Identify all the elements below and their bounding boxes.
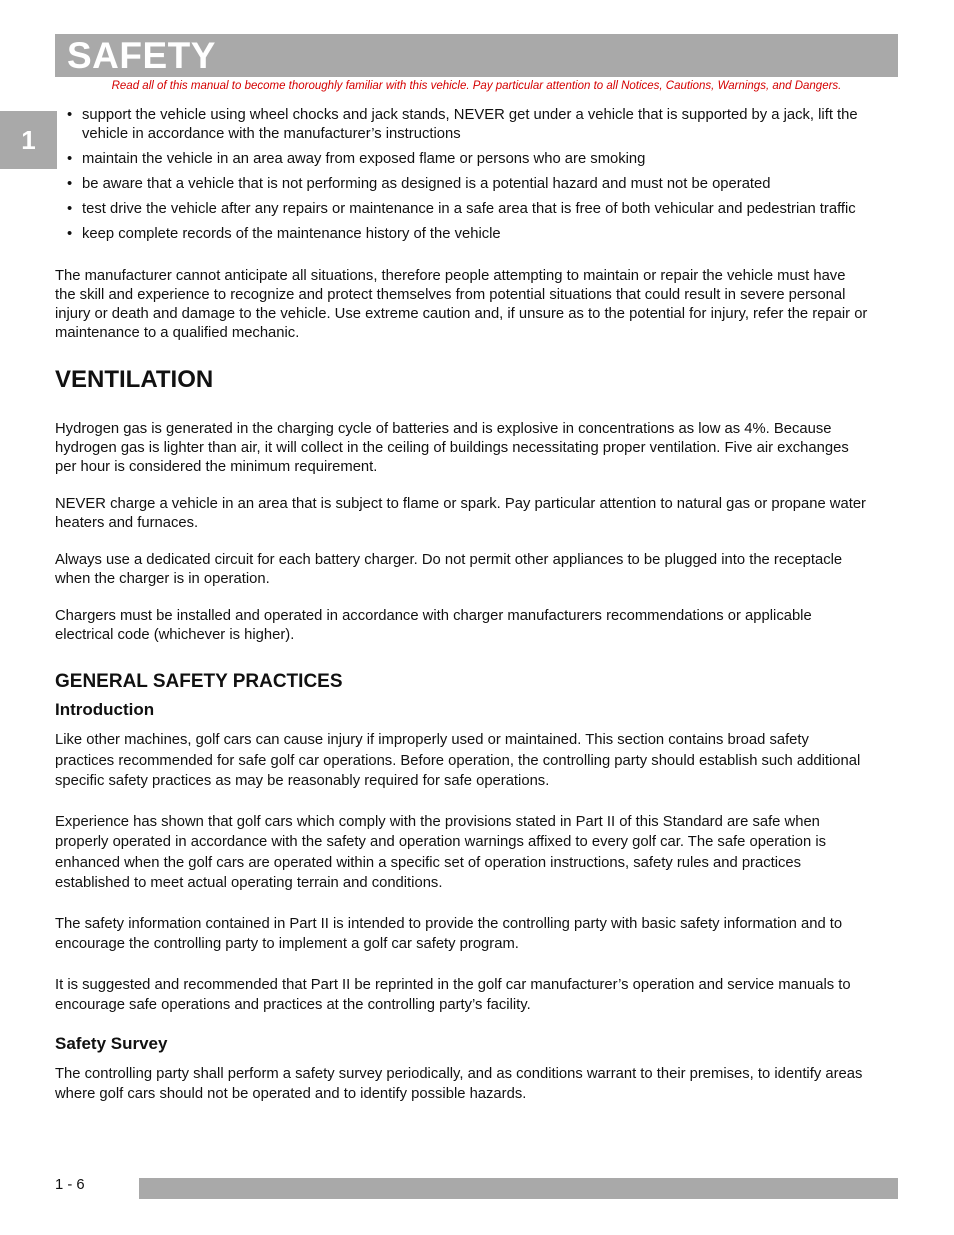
section-header-bar (55, 34, 898, 77)
ventilation-paragraph: Always use a dedicated circuit for each battery charger. Do not permit other appliances to be plugged into the receptacle when the charger is in operation. (55, 552, 843, 587)
section-title: SAFETY (67, 35, 216, 76)
list-item-text: keep complete records of the maintenance history of the vehicle (82, 226, 501, 242)
list-item (55, 200, 870, 219)
safety-bullet-list (55, 106, 870, 244)
intro-paragraph: The manufacturer cannot anticipate all situations, therefore people attempting to maintain or repair the vehicle must have the skill and experience to recognize and protect themselves from potential situations that could result in severe personal injury or death and damage to the vehicle. Use extreme caution and, if unsure as to the potential for injury, refer the repair or maintenance to a qualified mechanic. (55, 268, 868, 341)
chapter-tab: 1 (0, 111, 57, 169)
ventilation-paragraph: Chargers must be installed and operated in accordance with charger manufacturers recommendations or applicable electrical code (whichever is higher). (55, 608, 812, 643)
list-item-text: be aware that a vehicle that is not performing as designed is a potential hazard and must not be operated (82, 176, 771, 192)
general-safety-heading: GENERAL SAFETY PRACTICES (55, 671, 343, 692)
list-item (55, 175, 870, 194)
safety-survey-paragraph: The controlling party shall perform a safety survey periodically, and as conditions warrant to their premises, to identify areas where golf cars should not be operated and to identify possible hazards. (55, 1065, 863, 1102)
list-item (55, 106, 870, 144)
list-item-text: test drive the vehicle after any repairs or maintenance in a safe area that is free of both vehicular and pedestrian traffic (82, 201, 856, 217)
ventilation-paragraph: Hydrogen gas is generated in the charging cycle of batteries and is explosive in concentrations as low as 4%. Because hydrogen gas is lighter than air, it will collect in the ceiling of buildings necessitating proper ventilation. Five air exchanges per hour is considered the minimum requirement. (55, 421, 849, 475)
bullet-icon: • (67, 107, 73, 123)
list-item-text: support the vehicle using wheel chocks and jack stands, NEVER get under a vehicle that is supported by a jack, lift the vehicle in accordance with the manufacturer’s instructions (82, 107, 858, 142)
introduction-paragraph: It is suggested and recommended that Part II be reprinted in the golf car manufacturer’s operation and service manuals to encourage safe operations and practices at the controlling party’s facility. (55, 976, 851, 1013)
safety-notice: Read all of this manual to become thoroughly familiar with this vehicle. Pay particular attention to all Notices, Cautions, Warnings, and Dangers. (111, 80, 842, 92)
introduction-heading: Introduction (55, 700, 155, 719)
list-item-text: maintain the vehicle in an area away from exposed flame or persons who are smoking (82, 151, 646, 167)
introduction-paragraph: Like other machines, golf cars can cause injury if improperly used or maintained. This section contains broad safety practices recommended for safe golf car operations. Before operation, the controlling party should establish such additional specific safety practices as may be reasonably required for safe operations. (55, 732, 861, 789)
list-item (55, 150, 870, 169)
page-content (55, 106, 870, 1104)
footer-bar (139, 1178, 898, 1199)
introduction-paragraph: The safety information contained in Part II is intended to provide the controlling party with basic safety information and to encourage the controlling party to implement a golf car safety program. (55, 915, 843, 952)
ventilation-paragraph: NEVER charge a vehicle in an area that is subject to flame or spark. Pay particular attention to natural gas or propane water heaters and furnaces. (55, 496, 866, 531)
list-item (55, 225, 870, 244)
bullet-icon: • (67, 151, 73, 167)
bullet-icon: • (67, 226, 73, 242)
bullet-icon: • (67, 176, 73, 192)
safety-survey-heading: Safety Survey (55, 1033, 168, 1053)
ventilation-heading: VENTILATION (55, 366, 214, 393)
bullet-icon: • (67, 201, 73, 217)
introduction-paragraph: Experience has shown that golf cars which comply with the provisions stated in Part II of this Standard are safe when properly operated in accordance with the safety and operation warnings affixed to every golf car. The safe operation is enhanced when the golf cars are operated within a specific set of operation instructions, safety rules and practices established to meet actual operating terrain and conditions. (55, 813, 826, 891)
page-number: 1 - 6 (55, 1177, 85, 1193)
